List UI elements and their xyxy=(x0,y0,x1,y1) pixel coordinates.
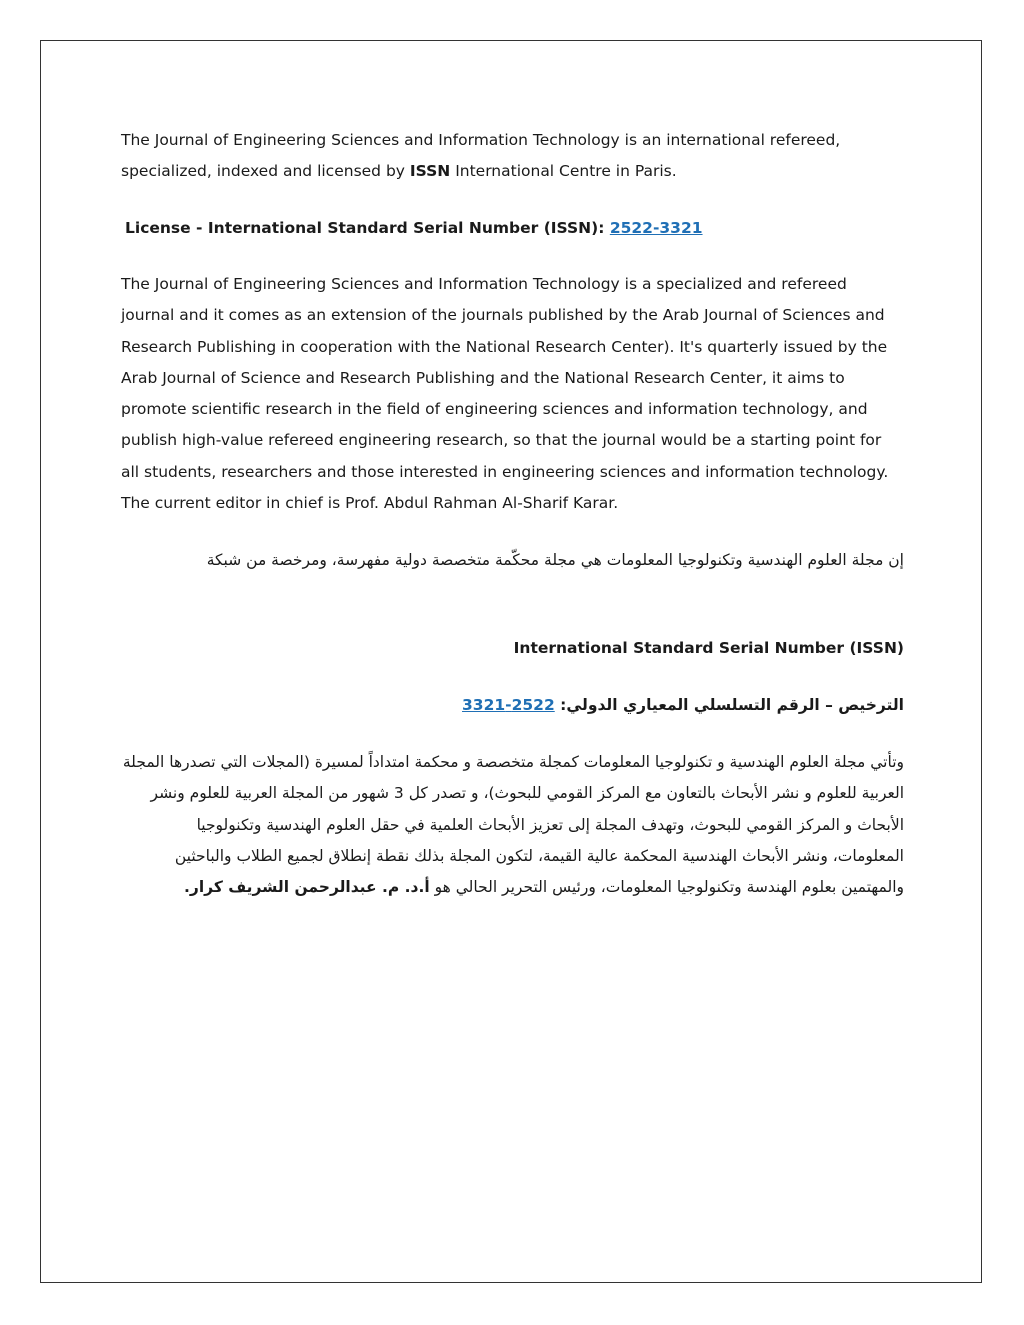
description-paragraph-en xyxy=(121,269,904,519)
issn-heading-text: International Standard Serial Number (ISSN) xyxy=(513,639,904,657)
intro-paragraph-ar xyxy=(121,545,904,576)
intro-text-part1: The Journal of Engineering Sciences and Information Technology is an international refereed, specialized, indexed and licensed by xyxy=(121,131,841,181)
license-line-ar xyxy=(121,690,904,721)
license-label-en: License - International Standard Serial Number (ISSN): xyxy=(125,219,610,237)
issn-link-ar[interactable]: 2522-3321 xyxy=(462,696,555,714)
license-label-ar: الترخيص – الرقم التسلسلي المعياري الدولي: xyxy=(554,696,904,714)
intro-paragraph-en xyxy=(121,125,904,188)
editor-name-ar: أ.د. م. عبدالرحمن الشريف كرار. xyxy=(184,878,430,897)
intro-issn-bold: ISSN xyxy=(409,162,451,181)
description-text-ar: وتأتي مجلة العلوم الهندسية و تكنولوجيا المعلومات كمجلة متخصصة و محكمة امتداداً لمسيرة (المجلات التي تصدرها المجلة العربية للعلوم و نشر الأبحاث بالتعاون مع المركز القومي للبحوث)، و تصدر كل 3 شهور من المجلة العربية للعلوم ونشر الأبحاث و المركز القومي للبحوث، وتهدف المجلة إلى تعزيز الأبحاث العلمية في حقل العلوم الهندسية وتكنولوجيا المعلومات، ونشر الأبحاث الهندسية المحكمة عالية القيمة، لتكون المجلة بذلك نقطة إنطلاق لجميع الطلاب والباحثين والمهتمين بعلوم الهندسة وتكنولوجيا المعلومات، ورئيس التحرير الحالي هو xyxy=(122,753,904,897)
intro-text-part2: International Centre in Paris. xyxy=(450,162,677,181)
issn-heading xyxy=(121,633,904,664)
description-paragraph-ar xyxy=(121,747,904,903)
intro-text-ar: إن مجلة العلوم الهندسية وتكنولوجيا المعلومات هي مجلة محكّمة متخصصة دولية مفهرسة، ومرخصة من شبكة xyxy=(206,551,904,569)
issn-link-en[interactable]: 2522-3321 xyxy=(609,219,703,237)
license-line-en xyxy=(121,213,904,244)
description-text-en: The Journal of Engineering Sciences and Information Technology is a specialized and refereed journal and it comes as an extension of the journals published by the Arab Journal of Sciences and Research Publishing in cooperation with the National Research Center). It's quarterly issued by the Arab Journal of Science and Research Publishing and the National Research Center, it aims to promote scientific research in the field of engineering sciences and information technology, and publish high-value refereed engineering research, so that the journal would be a starting point for all students, researchers and those interested in engineering sciences and information technology. The current editor in chief is Prof. Abdul Rahman Al-Sharif Karar. xyxy=(121,275,889,513)
